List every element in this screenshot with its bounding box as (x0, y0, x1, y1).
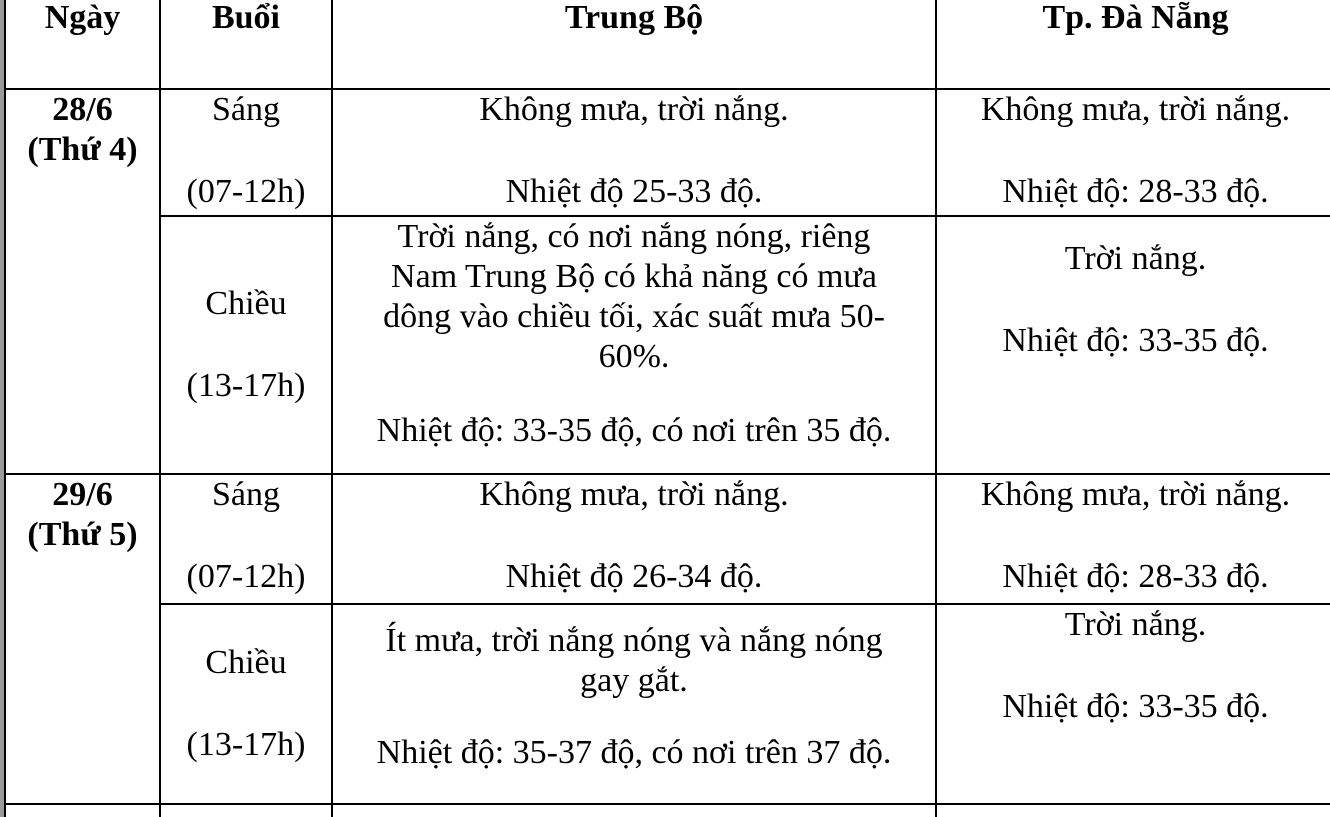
session-cell (160, 89, 332, 216)
empty-cell (160, 804, 332, 817)
central-forecast-cell (332, 89, 936, 216)
central-forecast-cell (332, 474, 936, 604)
table-row (5, 604, 1330, 804)
forecast-text: Không mưa, trời nắng. (479, 476, 789, 513)
session-hours: (07-12h) (186, 173, 306, 210)
forecast-temperature: Nhiệt độ: 28-33 độ. (1002, 173, 1269, 210)
danang-forecast-cell (936, 604, 1330, 804)
forecast-line: Trời nắng, có nơi nắng nóng, riêng (397, 218, 871, 255)
forecast-line: Nam Trung Bộ có khả năng có mưa (391, 258, 877, 295)
forecast-temperature: Nhiệt độ 25-33 độ. (505, 173, 763, 210)
session-name: Chiều (205, 644, 287, 681)
forecast-temperature: Nhiệt độ: 28-33 độ. (1002, 558, 1269, 595)
day-date: 29/6 (52, 476, 113, 513)
forecast-line: gay gắt. (580, 662, 688, 699)
session-hours: (13-17h) (186, 726, 306, 763)
table-row-partial (5, 804, 1330, 817)
central-forecast-cell (332, 216, 936, 474)
session-name: Sáng (212, 91, 280, 128)
day-weekday: (Thứ 5) (27, 516, 138, 553)
table-row (5, 474, 1330, 604)
danang-forecast-cell (936, 474, 1330, 604)
session-hours: (07-12h) (186, 558, 306, 595)
session-cell (160, 216, 332, 474)
forecast-text: Không mưa, trời nắng. (980, 476, 1291, 513)
session-cell (160, 604, 332, 804)
header-central-region: Trung Bộ (332, 0, 936, 89)
forecast-text: Không mưa, trời nắng. (980, 91, 1291, 128)
forecast-text: Trời nắng. (1064, 606, 1207, 643)
forecast-text: Không mưa, trời nắng. (479, 91, 789, 128)
forecast-temperature: Nhiệt độ: 33-35 độ, có nơi trên 35 độ. (376, 412, 892, 449)
forecast-line: 60%. (598, 338, 670, 375)
forecast-line: Ít mưa, trời nắng nóng và nắng nóng (385, 622, 883, 659)
header-day: Ngày (5, 0, 160, 89)
danang-forecast-cell (936, 89, 1330, 216)
empty-cell (332, 804, 936, 817)
session-name: Chiều (205, 285, 287, 322)
forecast-temperature: Nhiệt độ: 35-37 độ, có nơi trên 37 độ. (376, 734, 892, 771)
forecast-temperature: Nhiệt độ: 33-35 độ. (1002, 688, 1269, 725)
session-hours: (13-17h) (186, 367, 306, 404)
empty-cell (936, 804, 1330, 817)
table-row (5, 216, 1330, 474)
forecast-temperature: Nhiệt độ 26-34 độ. (505, 558, 763, 595)
header-session: Buổi (160, 0, 332, 89)
session-cell (160, 474, 332, 604)
danang-forecast-cell (936, 216, 1330, 474)
header-danang: Tp. Đà Nẵng (936, 0, 1330, 89)
empty-cell (5, 804, 160, 817)
weather-forecast-table (4, 0, 1330, 817)
session-name: Sáng (212, 476, 280, 513)
day-cell-2 (5, 474, 160, 804)
day-weekday: (Thứ 4) (27, 131, 138, 168)
central-forecast-cell (332, 604, 936, 804)
day-date: 28/6 (52, 91, 113, 128)
forecast-text: Trời nắng. (1064, 240, 1207, 277)
day-cell-1 (5, 89, 160, 474)
forecast-line: dông vào chiều tối, xác suất mưa 50- (383, 298, 885, 335)
header-row (5, 0, 1330, 89)
table-row (5, 89, 1330, 216)
forecast-temperature: Nhiệt độ: 33-35 độ. (1002, 322, 1269, 359)
